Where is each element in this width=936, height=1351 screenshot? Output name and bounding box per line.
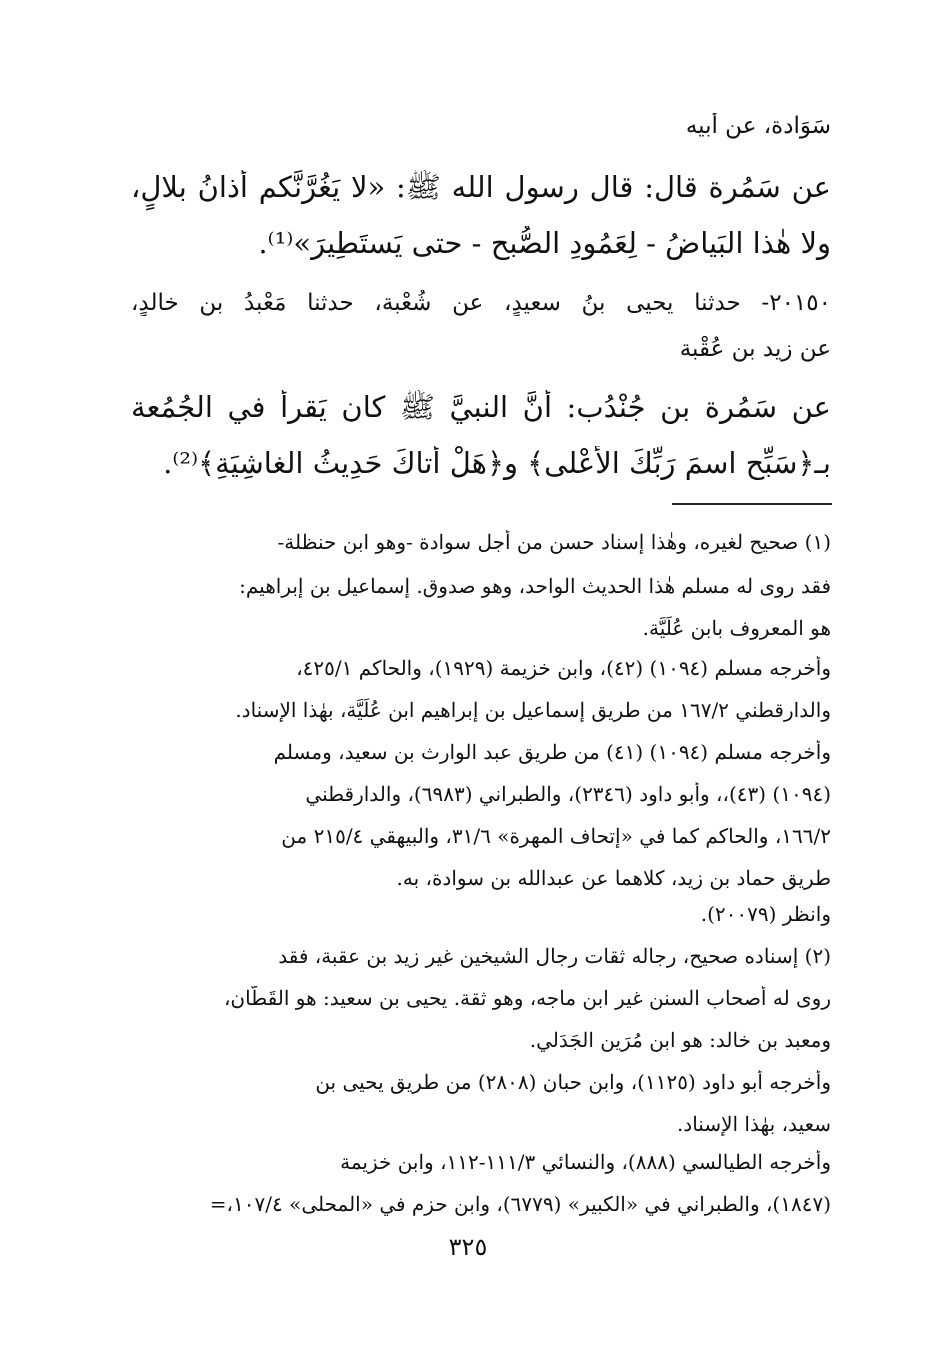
footnote-line: هو المعروف بابن عُلَيَّة. — [642, 616, 831, 640]
hadith-text-line: ولا هٰذا البَياضُ - لِعَمُودِ الصُّبحِ - حتى يَستَطِيرَ»⁽¹⁾. — [258, 226, 831, 260]
isnad-line: ٢٠١٥٠- حدثنا يحيى بنُ سعيدٍ، عن شُعْبة، حدثنا مَعْبدُ بن خالدٍ، — [131, 290, 831, 316]
isnad-line: عن زيد بن عُقْبة — [679, 336, 831, 362]
hadith-text-line: عن سَمُرة بن جُنْدُب: أنَّ النبيَّ ﷺ كان يَقرأُ في الجُمُعة — [131, 390, 831, 424]
footnote-line: (١٨٤٧)، والطبراني في «الكبير» (٦٧٧٩)، وابن حزم في «المحلى» ١٠٧/٤،= — [209, 1192, 831, 1216]
footnote-line: والدارقطني ١٦٧/٢ من طريق إسماعيل بن إبراهيم ابن عُلَيَّة، بهٰذا الإسناد. — [235, 698, 831, 722]
footnote-separator — [672, 503, 832, 505]
footnote-line: فقد روى له مسلم هٰذا الحديث الواحد، وهو صدوق. إسماعيل بن إبراهيم: — [239, 574, 831, 598]
footnote-line: طريق حماد بن زيد، كلاهما عن عبدالله بن سوادة، به. — [396, 866, 831, 890]
footnote-line: وانظر (٢٠٠٧٩). — [700, 902, 831, 926]
footnote-line: وأخرجه الطيالسي (٨٨٨)، والنسائي ١١١/٣-١١٢، وابن خزيمة — [340, 1150, 831, 1174]
footnote-line: (٢) إسناده صحيح، رجاله ثقات رجال الشيخين غير زيد بن عقبة، فقد — [278, 944, 831, 968]
footnote-line: وأخرجه أبو داود (١١٢٥)، وابن حبان (٢٨٠٨) من طريق يحيى بن — [315, 1070, 831, 1094]
hadith-text-line: بـ﴿سَبِّحِ اسمَ رَبِّكَ الأعْلى﴾ و﴿هَلْ أتاكَ حَدِيثُ الغاشِيَةِ﴾⁽²⁾. — [163, 446, 831, 480]
footnote-line: وأخرجه مسلم (١٠٩٤) (٤٢)، وابن خزيمة (١٩٢٩)، والحاكم ٤٢٥/١، — [296, 656, 831, 680]
footnote-line: سعيد، بهٰذا الإسناد. — [676, 1112, 831, 1136]
footnote-line: ومعبد بن خالد: هو ابن مُرَين الجَدَلي. — [529, 1028, 831, 1052]
text-line: سَوَادة، عن أبيه — [685, 113, 831, 139]
footnote-line: روى له أصحاب السنن غير ابن ماجه، وهو ثقة. يحيى بن سعيد: هو القَطّان، — [223, 986, 831, 1010]
footnote-line: وأخرجه مسلم (١٠٩٤) (٤١) من طريق عبد الوارث بن سعيد، ومسلم — [273, 740, 831, 764]
page-number: ٣٢٥ — [448, 1233, 488, 1261]
hadith-text-line: عن سَمُرة قال: قال رسول الله ﷺ: «لا يَغُرَّنَّكم أذانُ بلالٍ، — [131, 170, 831, 204]
footnote-line: ١٦٦/٢، والحاكم كما في «إتحاف المهرة» ٣١/٦، والبيهقي ٢١٥/٤ من — [281, 824, 831, 848]
footnote-line: (١) صحيح لغيره، وهٰذا إسناد حسن من أجل سوادة -وهو ابن حنظلة- — [277, 530, 831, 554]
footnote-line: (١٠٩٤) (٤٣)،، وأبو داود (٢٣٤٦)، والطبراني (٦٩٨٣)، والدارقطني — [305, 782, 831, 806]
